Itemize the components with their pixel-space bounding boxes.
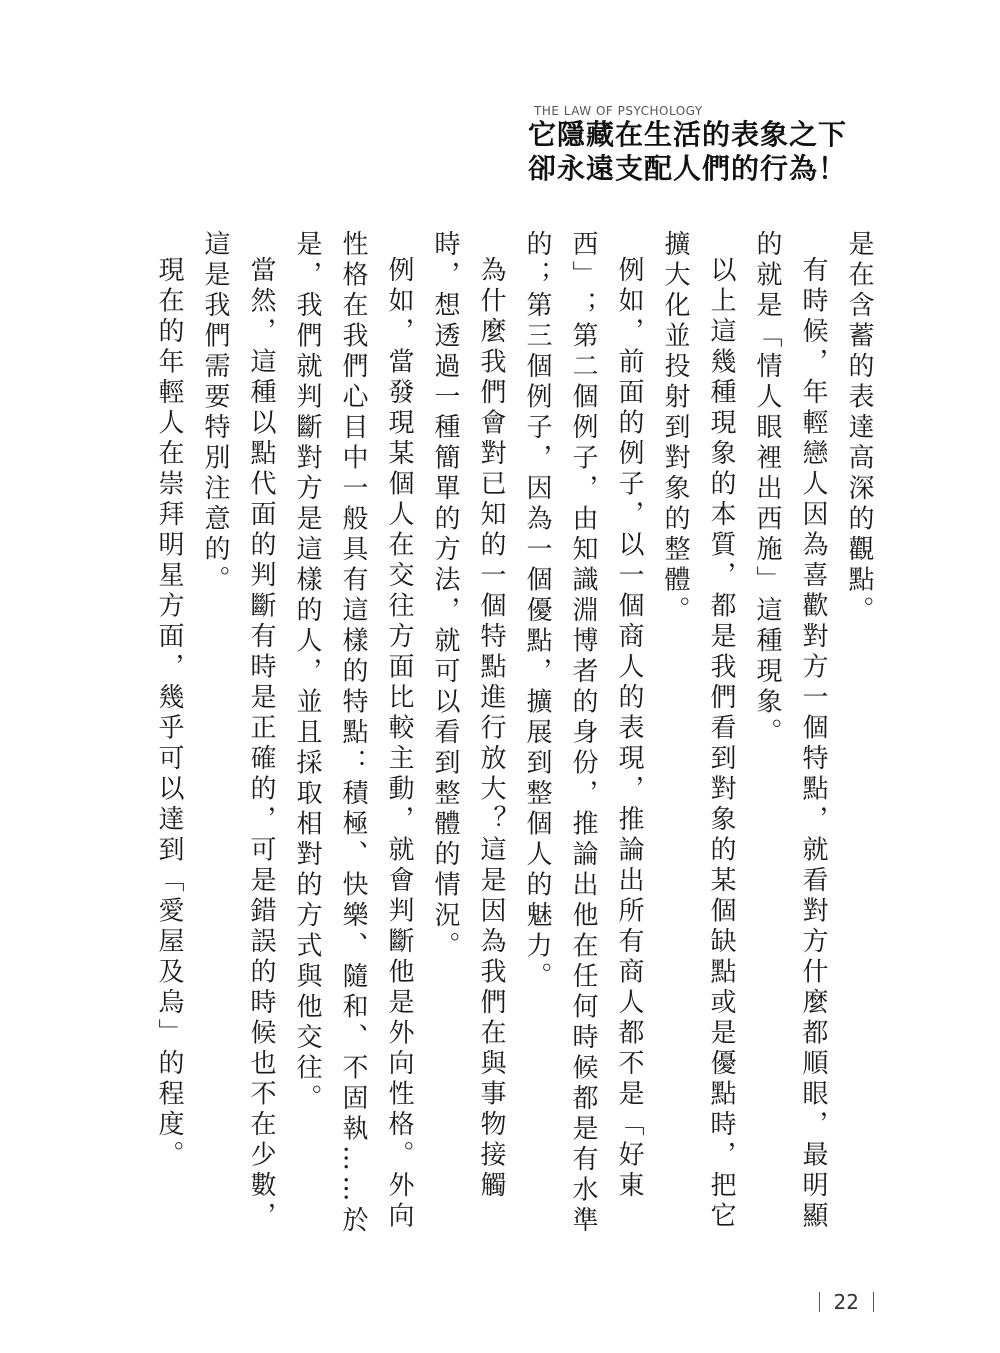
- body-text: [142, 230, 882, 1240]
- paragraph: 例如，當發現某個人在交往方面比較主動，就會判斷他是外向性格。外向性格在我們心目中一般具有這樣的特點：積極、快樂、隨和、不固執……於是，我們就判斷對方是這樣的人，並且採取相對的方式與他交往。: [292, 230, 414, 1237]
- paragraph: 例如，前面的例子，以一個商人的表現，推論出所有商人都不是「好東西」；第二個例子，由知識淵博者的身份，推論出他在任何時候都是有水準的；第三個例子，因為一個優點，擴展到整個人的魅力。: [522, 230, 644, 1237]
- paragraph: 為什麼我們會對已知的一個特點進行放大？這是因為我們在與事物接觸時，想透過一種簡單的方法，就可以看到整體的情況。: [430, 230, 506, 1202]
- paragraph: 當然，這種以點代面的判斷有時是正確的，可是錯誤的時候也不在少數，這是我們需要特別注意的。: [200, 230, 276, 1232]
- divider: [873, 1292, 874, 1312]
- paragraph: 是在含蓄的表達高深的觀點。: [844, 230, 874, 627]
- page-number: 22: [833, 1290, 859, 1314]
- paragraph: 現在的年輕人在崇拜明星方面，幾乎可以達到「愛屋及烏」的程度。: [154, 256, 184, 1171]
- paragraph: 有時候，年輕戀人因為喜歡對方一個特點，就看對方什麼都順眼，最明顯的就是「情人眼裡出西施」這種現象。: [752, 230, 828, 1232]
- page-footer: [819, 1290, 874, 1314]
- header-title-line-2: 卻永遠支配人們的行為！: [528, 152, 848, 185]
- paragraph: 以上這幾種現象的本質，都是我們看到對象的某個缺點或是優點時，把它擴大化並投射到對象的整體。: [660, 230, 736, 1232]
- header-title-line-1: 它隱藏在生活的表象之下: [528, 118, 848, 151]
- header-eyebrow: THE LAW OF PSYCHOLOGY: [534, 104, 703, 118]
- divider: [819, 1292, 820, 1312]
- running-header: [528, 104, 868, 186]
